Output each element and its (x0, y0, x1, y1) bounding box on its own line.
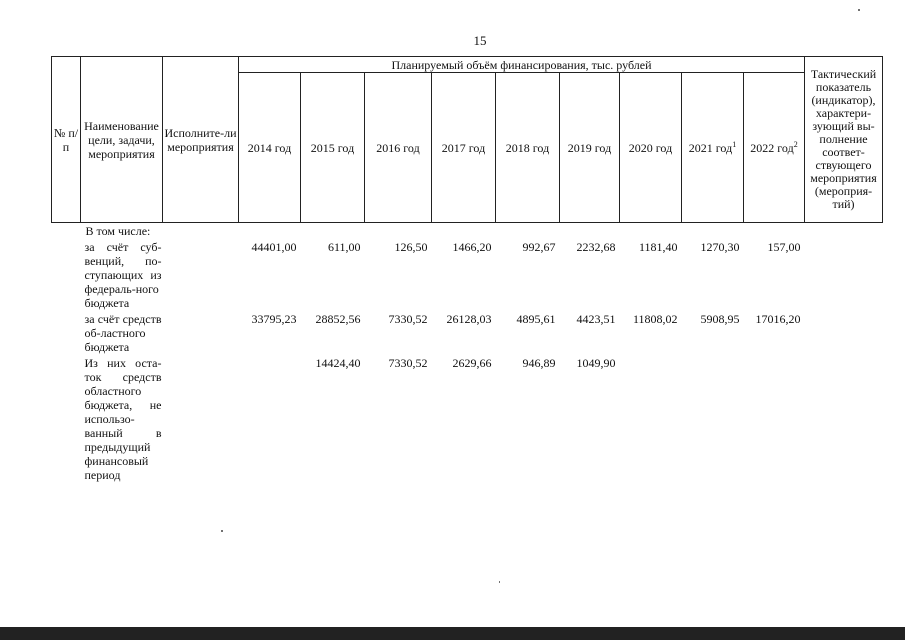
table-cell (239, 354, 301, 482)
header-year-2020: 2020 год (620, 73, 682, 223)
header-year-2019: 2019 год (560, 73, 620, 223)
table-cell: 1270,30 (700, 240, 740, 254)
table-cell: 2629,66 (452, 356, 492, 370)
table-cell: 5908,95 (700, 312, 740, 326)
row-label: Из них оста-ток средств областного бюджета, не использо-ванный в предыдущий финансовый период (84, 356, 162, 482)
table-cell: 7330,52 (388, 312, 428, 326)
scan-speck (221, 530, 223, 532)
table-cell: 2232,68 (576, 240, 616, 254)
table-cell (744, 354, 805, 482)
table-cell: 7330,52 (388, 356, 428, 370)
footnote-mark-2: 2 (793, 139, 798, 149)
table-cell: 992,67 (522, 240, 556, 254)
table-cell: 4423,51 (576, 312, 616, 326)
table-cell (682, 354, 744, 482)
header-number: № п/п (52, 57, 81, 223)
header-year-2022 (744, 73, 805, 223)
table-body (52, 223, 883, 483)
table-cell: 14424,40 (315, 356, 361, 370)
header-year-2022-label: 2022 год (750, 140, 794, 155)
table-cell: 1049,90 (576, 356, 616, 370)
table-cell: 33795,23 (251, 312, 297, 326)
table-row (52, 310, 883, 354)
table-cell: 26128,03 (446, 312, 492, 326)
header-name: Наименование цели, задачи, мероприятия (81, 57, 163, 223)
table-cell: 17016,20 (755, 312, 801, 326)
table-cell: 28852,56 (315, 312, 361, 326)
subheading-text: В том числе: (85, 224, 151, 238)
header-year-2015: 2015 год (301, 73, 365, 223)
table-cell: 611,00 (327, 240, 361, 254)
header-year-2016: 2016 год (365, 73, 432, 223)
header-funding-volume: Планируемый объём финансирования, тыс. рублей (239, 57, 805, 73)
scan-speck (499, 581, 500, 583)
scan-edge-bar (0, 627, 905, 640)
table-row-subheading (52, 223, 883, 239)
table-cell: 946,89 (522, 356, 556, 370)
header-year-2018: 2018 год (496, 73, 560, 223)
table-cell: 157,00 (767, 240, 801, 254)
scan-speck (858, 9, 860, 11)
header-year-2021-label: 2021 год (688, 140, 733, 155)
header-indicator: Тактический показатель (индикатор), характери-зующий вы-полнение соответ-ствующего мероприятия (мероприя-тий) (805, 57, 883, 223)
header-year-2017: 2017 год (432, 73, 496, 223)
row-label: за счёт суб-венций, по-ступающих из федераль-ного бюджета (84, 240, 162, 310)
header-year-2021 (682, 73, 744, 223)
table-header (52, 57, 883, 223)
table-cell: 11808,02 (632, 312, 678, 326)
header-year-2014: 2014 год (239, 73, 301, 223)
financing-table (51, 56, 883, 482)
table-cell: 1181,40 (638, 240, 678, 254)
footnote-mark-1: 1 (732, 139, 737, 149)
table-cell (620, 354, 682, 482)
table-row (52, 238, 883, 310)
header-executor: Исполните-ли мероприятия (163, 57, 239, 223)
page-number: 15 (473, 33, 487, 48)
table-cell: 44401,00 (251, 240, 297, 254)
table-cell: 1466,20 (452, 240, 492, 254)
table-cell: 126,50 (394, 240, 428, 254)
table-cell: 4895,61 (516, 312, 556, 326)
table-row (52, 354, 883, 482)
row-label: за счёт средств об-ластного бюджета (84, 312, 162, 354)
